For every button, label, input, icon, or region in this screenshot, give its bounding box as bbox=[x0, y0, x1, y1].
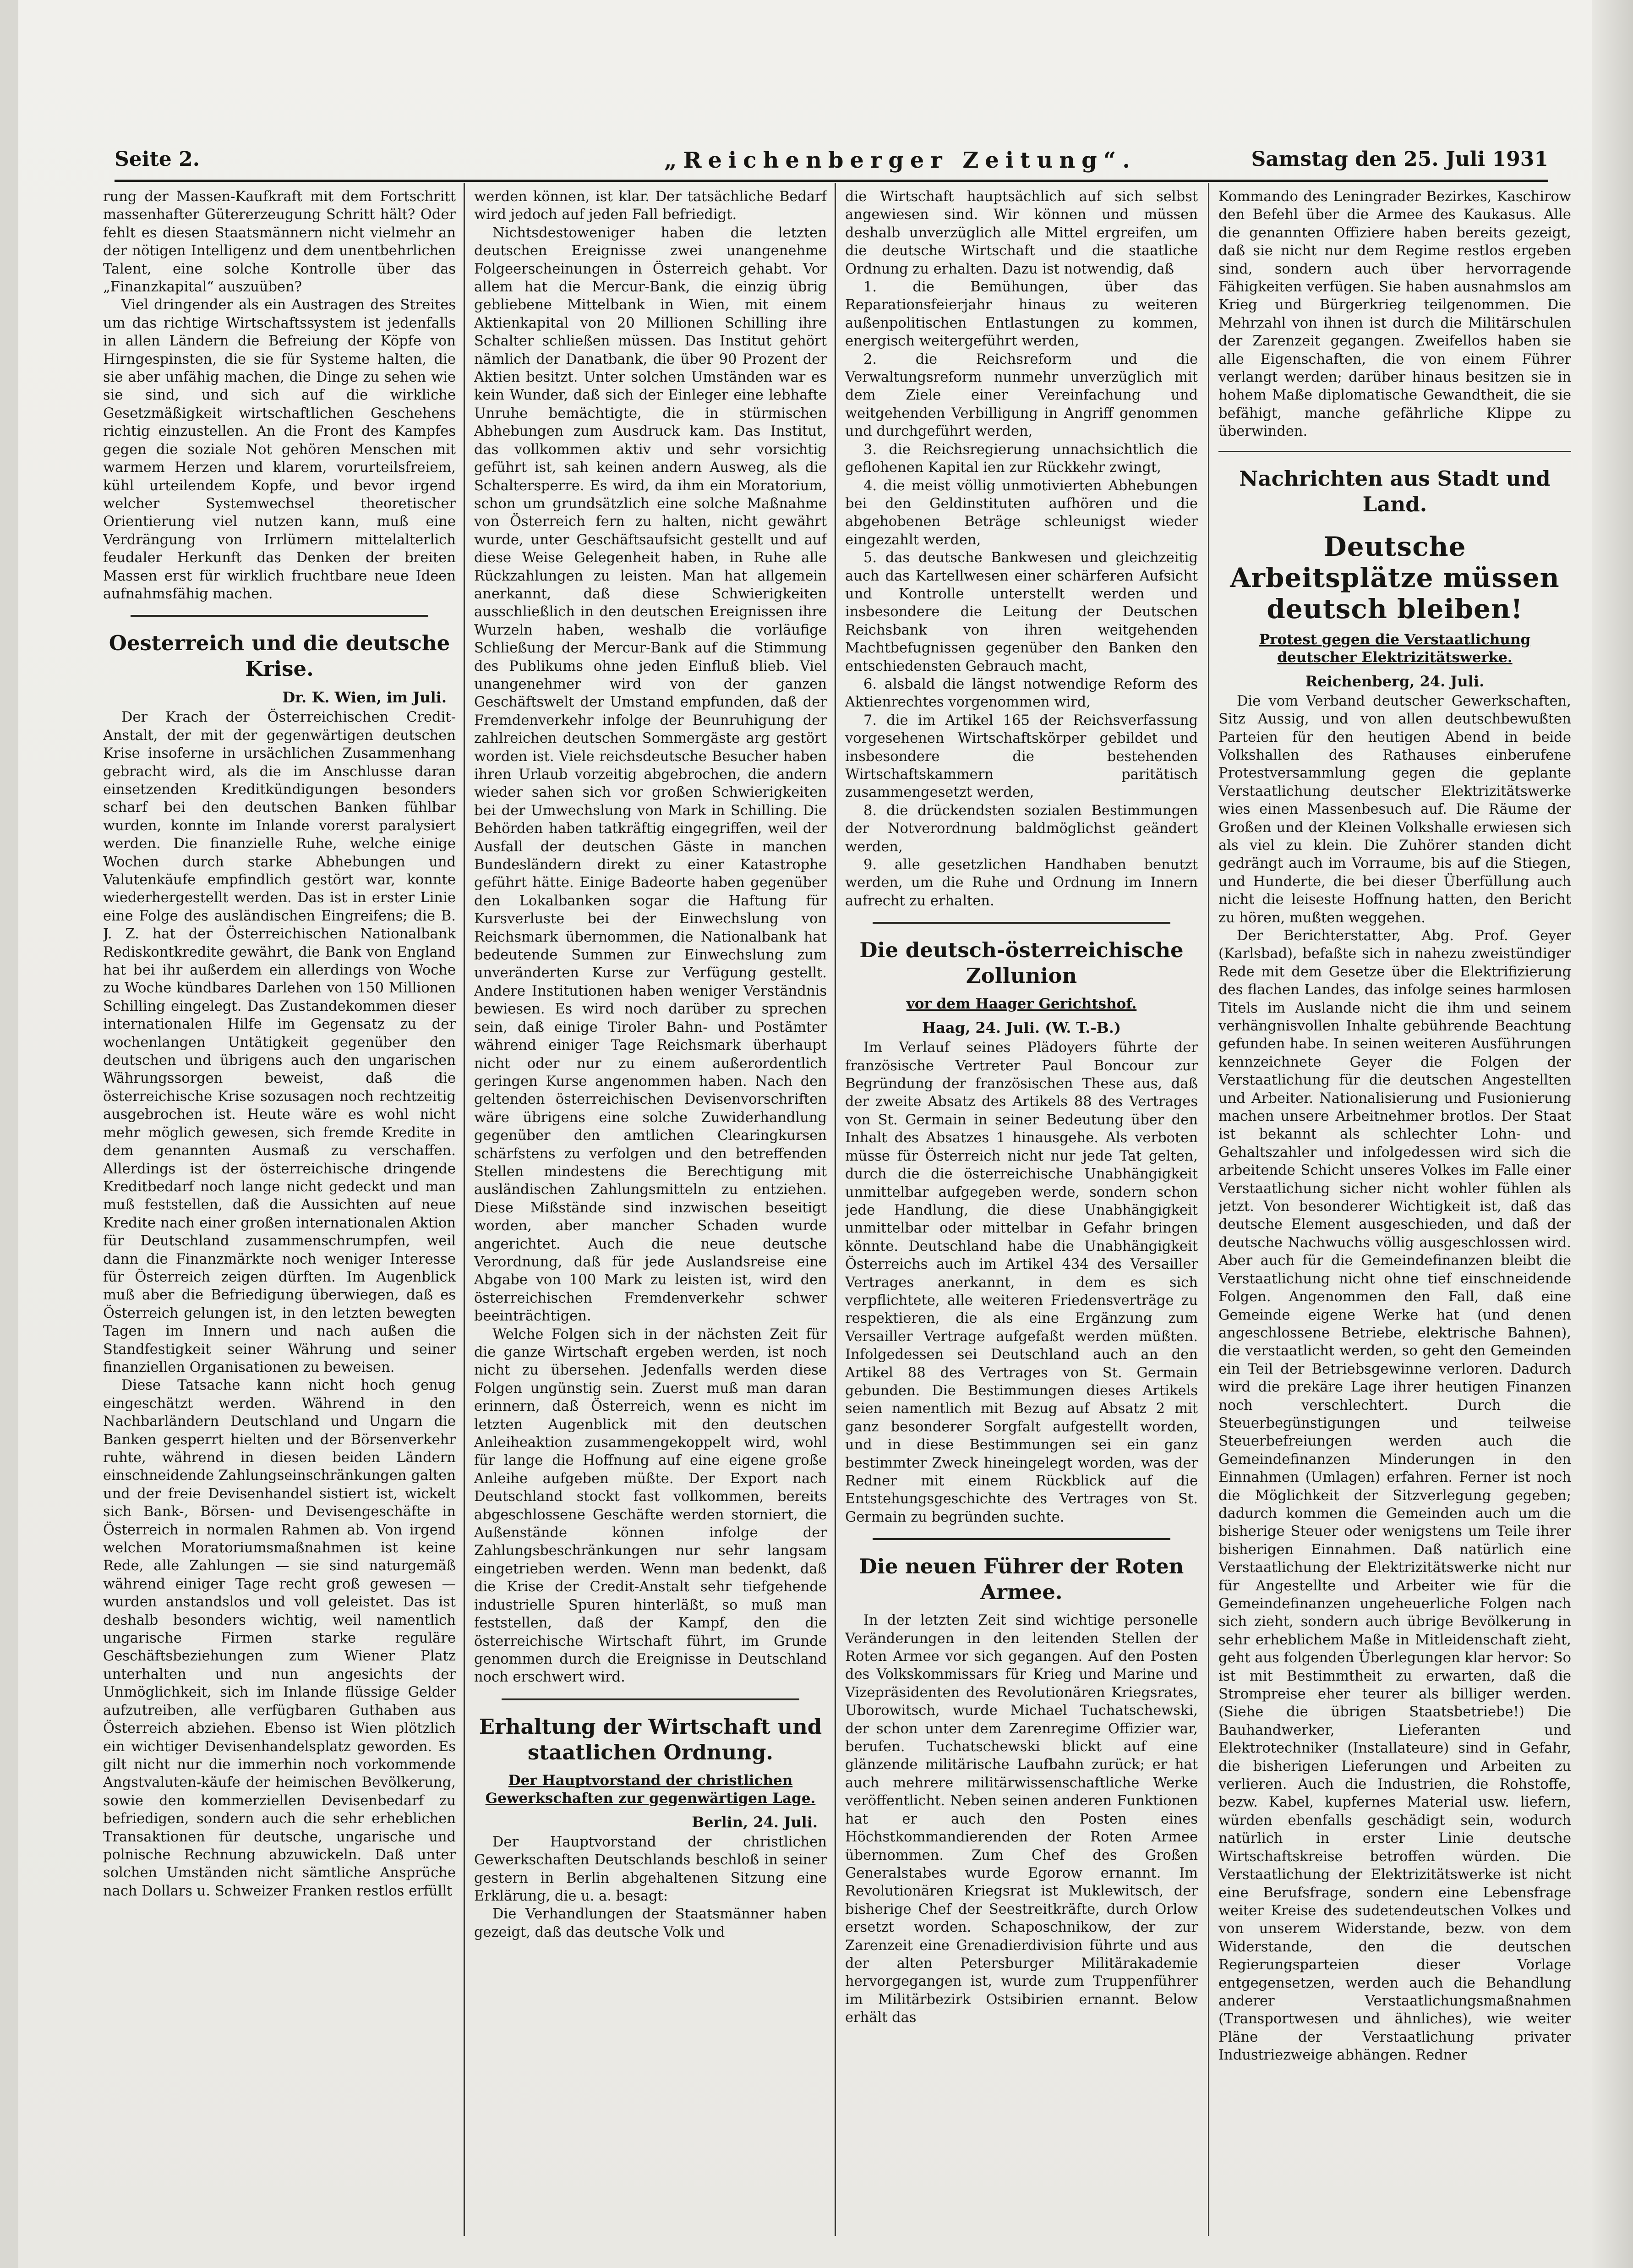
article-separator bbox=[873, 1538, 1170, 1540]
article-separator bbox=[502, 1698, 799, 1700]
column-4 bbox=[1218, 188, 1571, 2236]
paragraph: Der Berichterstatter, Abg. Prof. Geyer (Karlsbad), befaßte sich in nahezu zweistündiger Rede mit dem Gesetze über die Elektrifizierung des flachen Landes, das infolge seines harmlosen Titels im Auslande nicht die ihm und seinem verhängnisvollen Inhalte gebührende Beachtung gefunden habe. In seinen weiteren Ausführungen kennzeichnete Geyer die Folgen der Verstaatlichung für die deutschen Angestellten und Arbeiter. Nationalisierung und Fusionierung machen unsere Arbeitnehmer brotlos. Der Staat ist bekannt als schlechter Lohn- und Gehaltszahler und infolgedessen wird sich die arbeitende Schicht unseres Volkes im Falle einer Verstaatlichung sicher nicht wohler fühlen als jetzt. Von besonderer Wichtigkeit ist, daß das deutsche Element ausgeschieden, und daß der deutsche Nachwuchs völlig ausgeschlossen wird. Aber auch für die Gemeindefinanzen bleibt die Verstaatlichung nicht ohne tief einschneidende Folgen. Angenommen den Fall, daß eine Gemeinde eigene Werke hat (und denen angeschlossene Betriebe, elektrische Bahnen), die verstaatlicht werden, so geht den Gemeinden ein Teil der Betriebsgewinne verloren. Dadurch wird die prekäre Lage ihrer heutigen Finanzen noch verschlechtert. Durch die Steuerbegünstigungen und teilweise Steuerbefreiungen werden auch die Gemeindefinanzen Minderungen in den Einnahmen (Umlagen) erfahren. Ferner ist noch die Möglichkeit der Sitzverlegung gegeben; dadurch kommen die Gemeinden auch um die bisherige Steuer oder wenigstens um Teile ihrer bisherigen Einnahmen. Daß natürlich eine Verstaatlichung der Elektrizitätswerke nicht nur für Angestellte und Arbeiter wie für die Gemeindefinanzen ungeheuerliche Folgen nach sich zieht, sondern auch übrige Bevölkerung in sehr erheblichem Maße in Mitleidenschaft zieht, geht aus folgenden Überlegungen klar hervor: So ist mit Bestimmtheit zu erwarten, daß die Strompreise eher teurer als billiger werden. (Siehe die übrigen Staatsbetriebe!) Die Bauhandwerker, Lieferanten und Elektrotechniker (Installateure) sind in Gefahr, die bisherigen Lieferungen und Arbeiten zu verlieren. Auch die Industrien, die Rohstoffe, bezw. Kabel, kupfernes Material usw. liefern, würden ebenfalls geschädigt sein, wodurch natürlich in erster Linie deutsche Wirtschaftskreise betroffen würden. Die Verstaatlichung der Elektrizitätswerke ist nicht eine Berufsfrage, sondern eine Lebensfrage weiter Kreise des sudetendeutschen Volkes und von unserem Widerstande, bezw. von dem Widerstande, den die deutschen Regierungsparteien dieser Vorlage entgegensetzen, werden auch die Behandlung anderer Verstaatlichungsmaßnahmen (Transportwesen und ähnliches), wie weiter Pläne der Verstaatlichung privater Industriezweige abhängen. Redner bbox=[1218, 927, 1571, 2064]
dateline: Haag, 24. Juli. (W. T.-B.) bbox=[922, 1019, 1121, 1037]
column-rule bbox=[1208, 183, 1209, 2236]
article-title-oesterreich: Oesterreich und die deutsche Krise. bbox=[109, 631, 450, 681]
article-subtitle: Der Hauptvorstand der christlichen Gewerkschaften zur gegenwärtigen Lage. bbox=[485, 1772, 816, 1807]
paragraph: Der Hauptvorstand der christlichen Gewerkschaften Deutschlands beschloß in seiner gestern in Berlin abgehaltenen Sitzung eine Erklärung, die u. a. besagt: bbox=[474, 1834, 827, 1904]
list-item: 8. die drückendsten sozialen Bestimmungen der Notverordnung baldmöglichst geändert werden, bbox=[845, 802, 1198, 855]
paragraph: rung der Massen-Kaufkraft mit dem Fortschritt massenhafter Gütererzeugung Schritt hält? Oder fehlt es diesen Staatsmännern nicht vielmehr an der nötigen Intelligenz und dem unentbehrlichen Talent, eine solche Kontrolle über das „Finanzkapital“ auszuüben? bbox=[103, 189, 456, 296]
list-item: 7. die im Artikel 165 der Reichsverfassung vorgesehenen Wirtschaftskörper gebildet und insbesondere die bestehenden Wirtschaftskammern paritätisch zusammengesetzt werden, bbox=[845, 712, 1198, 801]
column-2 bbox=[474, 188, 827, 2236]
paragraph: Die vom Verband deutscher Gewerkschaften, Sitz Aussig, und von allen deutschbewußten Parteien für den heutigen Abend in beide Volkshallen des Rathauses einberufene Protestversammlung gegen die geplante Verstaatlichung deutscher Elektrizitätswerke wies einen Massenbesuch auf. Die Räume der Großen und der Kleinen Volkshalle erwiesen sich als viel zu klein. Die Zuhörer standen dicht gedrängt auch im Vorraume, bis auf die Stiegen, und Hunderte, die bei dieser Überfüllung auch nicht die leiseste Hoffnung hatten, den Bericht zu hören, mußten weggehen. bbox=[1218, 693, 1571, 926]
column-rule bbox=[464, 183, 465, 2236]
paragraph: Nichtsdestoweniger haben die letzten deutschen Ereignisse zwei unangenehme Folgeerscheinungen in Österreich gehabt. Vor allem hat die Mercur-Bank, die einzig übrig gebliebene Mittelbank in Wien, mit einem Aktienkapital von 20 Millionen Schilling ihre Schalter schließen müssen. Das Institut gehört nämlich der Danatbank, die über 90 Prozent der Aktien besitzt. Unter solchen Umständen war es kein Wunder, daß sich der Einleger eine lebhafte Unruhe bemächtigte, die in stürmischen Abhebungen zum Ausdruck kam. Das Institut, das vollkommen aktiv und sehr vorsichtig geführt ist, sah keinen andern Ausweg, als die Schaltersperre. Es wird, da ihm ein Moratorium, schon um grundsätzlich eine solche Maßnahme von Österreich fern zu halten, nicht gewährt wurde, unter Geschäftsaufsicht gestellt und auf diese Weise Gelegenheit haben, in Ruhe alle Rückzahlungen zu leisten. Man hat allgemein anerkannt, daß diese Schwierigkeiten ausschließlich in den deutschen Ereignissen ihre Wurzeln haben, weshalb die vorläufige Schließung der Mercur-Bank auf die Stimmung des Publikums ohne jeden Einfluß blieb. Viel unangenehmer wird von der ganzen Geschäftswelt der Umstand empfunden, daß der Fremdenverkehr infolge der Beunruhigung der zahlreichen deutschen Sommergäste arg gestört worden ist. Viele reichsdeutsche Besucher haben ihren Urlaub vorzeitig abgebrochen, die andern wieder sahen sich vor großen Schwierigkeiten bei der Umwechslung von Mark in Schilling. Die Behörden haben tatkräftig eingegriffen, weil der Ausfall der deutschen Gäste in manchen Bundesländern direkt zu einer Katastrophe geführt hätte. Einige Badeorte haben gegenüber den Lokalbanken sogar die Haftung für Kursverluste bei der Einwechslung von Reichsmark übernommen, die Nationalbank hat bedeutende Summen zur Einwechslung zum unveränderten Kurse zur Verfügung gestellt. Andere Institutionen haben weniger Verständnis bewiesen. Es wird noch darüber zu sprechen sein, daß einige Tiroler Bahn- und Postämter während einiger Tage Reichsmark überhaupt nicht oder nur zu einem außerordentlich geringen Kurse angenommen haben. Nach den geltenden österreichischen Devisenvorschriften wäre übrigens eine solche Zuwiderhandlung gegenüber den amtlichen Clearingkursen schärfstens zu verfolgen und den betreffenden Stellen mindestens die Berechtigung mit ausländischen Zahlungsmitteln zu entziehen. Diese Mißstände sind inzwischen beseitigt worden, aber mancher Schaden wurde angerichtet. Auch die neue deutsche Verordnung, daß für jede Auslandsreise eine Abgabe von 100 Mark zu leisten ist, wird den österreichischen Fremdenverkehr schwer beeinträchtigen. bbox=[474, 225, 827, 1325]
list-item: 6. alsbald die längst notwendige Reform des Aktienrechtes vorgenommen wird, bbox=[845, 676, 1198, 711]
paragraph: Im Verlauf seines Plädoyers führte der französische Vertreter Paul Boncour zur Begründung der französischen These aus, daß der zweite Absatz des Artikels 88 des Vertrages von St. Germain in seiner Bedeutung über den Inhalt des Absatzes 1 hinausgehe. Als verboten müsse für Österreich nicht nur jede Tat gelten, durch die die österreichische Unabhängigkeit unmittelbar aufgegeben werde, sondern schon jede Handlung, die diese Unabhängigkeit unmittelbar oder mittelbar in Gefahr bringen könnte. Deutschland habe die Unabhängigkeit Österreichs auch im Artikel 434 des Versailler Vertrages anerkannt, in dem es sich verpflichtete, alle weiteren Friedensverträge zu respektieren, die als eine Ergänzung zum Versailler Vertrage aufgefaßt werden müßten. Infolgedessen sei Deutschland auch an den Artikel 88 des Vertrages von St. Germain gebunden. Die Bestimmungen dieses Artikels seien namentlich mit Bezug auf Absatz 2 mit ganz besonderer Sorgfalt aufgestellt worden, und in diese Bestimmungen sei ein ganz bestimmter Zweck hineingelegt worden, was der Redner mit einem Rückblick auf die Entstehungsgeschichte des Vertrages von St. Germain zu begründen suchte. bbox=[845, 1040, 1198, 1525]
column-3 bbox=[845, 188, 1198, 2236]
scan-edge-left bbox=[0, 0, 18, 2268]
dateline: Reichenberg, 24. Juli. bbox=[1305, 672, 1485, 690]
list-item: 9. alle gesetzlichen Handhaben benutzt werden, um die Ruhe und Ordnung im Innern aufrecht zu erhalten. bbox=[845, 857, 1198, 909]
page-label: Seite 2. bbox=[115, 148, 200, 171]
page-header bbox=[115, 143, 1548, 180]
paragraph: Viel dringender als ein Austragen des Streites um das richtige Wirtschaftssystem ist jedenfalls in allen Ländern die Befreiung der Köpfe von Hirngespinsten, die sie für Systeme halten, die sie aber unfähig machen, die Dinge zu sehen wie sie sind, und sich auf die wirkliche Gesetzmäßigkeit wirtschaftlichen Geschehens richtig einzustellen. An die Front des Kampfes gegen die soziale Not gehören Menschen mit warmem Herzen und klarem, vorurteilsfreiem, kühl urteilendem Kopfe, und bevor irgend welcher Systemwechsel theoretischer Orientierung viel nutzen kann, muß eine Verdrängung von Irrlümern mittelalterlich feudaler Herkunft das Denken der breiten Massen erst für wirklich fruchtbare neue Ideen aufnahmsfähig machen. bbox=[103, 297, 456, 602]
article-title-rote-armee: Die neuen Führer der Roten Armee. bbox=[859, 1554, 1184, 1605]
paragraph: Der Krach der Österreichischen Credit-Anstalt, der mit der gegenwärtigen deutschen Krise insoferne in ursächlichen Zusammenhang gebracht wird, als die im Anschlusse daran einsetzenden Kreditkündigungen besonders scharf bei den deutschen Banken fühlbar wurden, konnte im Inlande vorerst paralysiert werden. Die finanzielle Ruhe, welche einige Wochen durch starke Abhebungen und Valutenkäufe empfindlich gestört war, konnte wiederhergestellt werden. Das ist in erster Linie eine Folge des ausländischen Eingreifens; die B. J. Z. hat der Österreichischen Nationalbank Rediskontkredite gewährt, die Bank von England hat bei ihr außerdem ein allerdings von Woche zu Woche kündbares Darlehen von 150 Millionen Schilling eingelegt. Das Zustandekommen dieser internationalen Hilfe im Gegensatz zu der wochenlangen Untätigkeit gegenüber den deutschen und übrigens auch den ungarischen Währungssorgen beweist, daß die österreichische Krise sozusagen noch rechtzeitig ausgebrochen ist. Heute wäre es wohl nicht mehr möglich gewesen, sich fremde Kredite in dem genannten Ausmaß zu verschaffen. Allerdings ist der österreichische dringende Kreditbedarf noch lange nicht gedeckt und man muß feststellen, daß die Aussichten auf neue Kredite nach einer großen internationalen Aktion für Deutschland zusammenschrumpfen, weil dann die Finanzmärkte noch weniger Interesse für Österreich zeigen dürften. Im Augenblick muß aber die Befriedigung überwiegen, daß es Österreich gelungen ist, in den letzten bewegten Tagen im Innern und nach außen die Standfestigkeit seiner Währung und seiner finanziellen Organisationen zu beweisen. bbox=[103, 709, 456, 1375]
issue-date: Samstag den 25. Juli 1931 bbox=[1251, 148, 1548, 171]
paragraph: Welche Folgen sich in der nächsten Zeit für die ganze Wirtschaft ergeben werden, ist noch nicht zu übersehen. Jedenfalls werden diese Folgen ungünstig sein. Zuerst muß man daran erinnern, daß Österreich, wenn es nicht im letzten Augenblick mit den deutschen Anleiheaktion zusammengekoppelt wird, wohl für lange die Hoffnung auf eine eigene große Anleihe aufgeben müßte. Der Export nach Deutschland stockt fast vollkommen, bereits abgeschlossene Geschäfte werden storniert, die Außenstände können infolge der Zahlungsbeschränkungen nur sehr langsam eingetrieben werden. Wenn man bedenkt, daß die Krise der Credit-Anstalt sehr tiefgehende industrielle Spuren hinterläßt, so muß man feststellen, daß der Kampf, den die österreichische Wirtschaft führt, im Grunde genommen durch die Ereignisse in Deutschland noch erschwert wird. bbox=[474, 1326, 827, 1686]
column-rule bbox=[835, 183, 836, 2236]
dateline: Dr. K. Wien, im Juli. bbox=[282, 689, 447, 707]
article-separator bbox=[873, 922, 1170, 924]
paragraph: werden können, ist klar. Der tatsächliche Bedarf wird jedoch auf jeden Fall befriedigt. bbox=[474, 189, 827, 223]
article-separator bbox=[1218, 451, 1571, 452]
newspaper-title: „Reichenberger Zeitung“. bbox=[664, 148, 1136, 173]
header-rule bbox=[115, 180, 1548, 182]
paragraph: In der letzten Zeit sind wichtige personelle Veränderungen in den leitenden Stellen der Roten Armee vor sich gegangen. Auf den Posten des Volkskommissars für Krieg und Marine und Vizepräsidenten des Revolutionären Kriegsrates, Uborowitsch, wurde Michael Tuchatschewski, der schon unter dem Zarenregime Offizier war, berufen. Tuchatschewski blickt auf eine glänzende militärische Laufbahn zurück; er hat auch mehrere militärwissenschaftliche Werke veröffentlicht. Neben seinen anderen Funktionen hat er auch den Posten eines Höchstkommandierenden der Roten Armee übernommen. Zum Chef des Großen Generalstabes wurde Egorow ernannt. Im Revolutionären Kriegsrat ist Muklewitsch, der bisherige Chef der Seestreitkräfte, durch Orlow ersetzt worden. Schaposchnikow, der zur Zarenzeit eine Grenadierdivision führte und aus der alten Petersburger Militärakademie hervorgegangen ist, wurde zum Truppenführer im Militärbezirk Ostsibirien ernannt. Below erhält das bbox=[845, 1612, 1198, 2026]
paragraph: die Wirtschaft hauptsächlich auf sich selbst angewiesen sind. Wir können und müssen deshalb unverzüglich alle Mittel ergreifen, um die deutsche Wirtschaft und die staatliche Ordnung zu erhalten. Dazu ist notwendig, daß bbox=[845, 189, 1198, 277]
article-title-arbeitsplaetze: Deutsche Arbeitsplätze müssen deutsch bleiben! bbox=[1230, 531, 1560, 625]
article-separator bbox=[131, 615, 428, 617]
article-subtitle: vor dem Haager Gerichtshof. bbox=[906, 996, 1137, 1013]
dateline: Berlin, 24. Juli. bbox=[692, 1813, 818, 1831]
article-title-zollunion: Die deutsch-österreichische Zollunion bbox=[859, 938, 1184, 988]
list-item: 3. die Reichsregierung unnachsichtlich die geflohenen Kapital ien zur Rückkehr zwingt, bbox=[845, 441, 1198, 476]
paragraph: Kommando des Leningrader Bezirkes, Kaschirow den Befehl über die Armee des Kaukasus. Alle die genannten Offiziere haben bereits gezeigt, daß sie nicht nur dem Regime restlos ergeben sind, sondern auch über hervorragende Fähigkeiten verfügen. Sie haben ausnahmslos am Krieg und Bürgerkrieg teilgenommen. Die Mehrzahl von ihnen ist durch die Militärschulen der Zarenzeit gegangen. Zweifellos haben sie alle Eigenschaften, die von einem Führer verlangt werden; darüber hinaus besitzen sie in hohem Maße diplomatische Gewandtheit, die sie befähigt, manche gefährliche Klippe zu überwinden. bbox=[1218, 189, 1571, 440]
list-item: 1. die Bemühungen, über das Reparationsfeierjahr hinaus zu weiteren außenpolitischen Entlastungen zu kommen, energisch weitergeführt werden, bbox=[845, 279, 1198, 350]
column-1 bbox=[103, 188, 456, 2236]
paragraph: Diese Tatsache kann nicht hoch genug eingeschätzt werden. Während in den Nachbarländern Deutschland und Ungarn die Banken gesperrt hielten und der Börsenverkehr ruhte, während in diesen beiden Ländern einschneidende Zahlungseinschränkungen galten und der freie Devisenhandel sistiert ist, wickelt sich Bank-, Börsen- und Devisengeschäfte in Österreich in normalen Rahmen ab. Von irgend welchen Moratoriumsmaßnahmen ist keine Rede, alle Zahlungen — sie sind naturgemäß während einiger Tage recht groß gewesen — wurden anstandslos und voll geleistet. Das ist deshalb besonders wichtig, weil namentlich ungarische Firmen starke reguläre Geschäftsbeziehungen zum Wiener Platz unterhalten und nun angesichts der Unmöglichkeit, sich im Inlande flüssige Gelder aufzutreiben, alle verfügbaren Guthaben aus Österreich abziehen. Ebenso ist Wien plötzlich ein wichtiger Devisenhandelsplatz geworden. Es gilt nicht nur die immerhin noch vorkommende Angstvaluten-käufe der heimischen Bevölkerung, sowie den kommerziellen Devisenbedarf zu befriedigen, sondern auch die sehr erheblichen Transaktionen für deutsche, ungarische und polnische Rechnung abzuwickeln. Daß unter solchen Umständen nicht sämtliche Ansprüche nach Dollars u. Schweizer Franken restlos erfüllt bbox=[103, 1377, 456, 1899]
article-title-erhaltung: Erhaltung der Wirtschaft und staatlichen Ordnung. bbox=[479, 1714, 822, 1764]
list-item: 2. die Reichsreform und die Verwaltungsreform nunmehr unverzüglich mit dem Ziele einer Vereinfachung und weitgehenden Verbilligung in Angriff genommen und durchgeführt werden, bbox=[845, 351, 1198, 440]
list-item: 5. das deutsche Bankwesen und gleichzeitig auch das Kartellwesen einer schärferen Aufsicht und Kontrolle unterstellt werden und insbesondere die Leitung der Deutschen Reichsbank von ihren weitgehenden Machtbefugnissen gegenüber den Banken den entschiedensten Gebrauch macht, bbox=[845, 550, 1198, 674]
scan-edge-right bbox=[1592, 0, 1633, 2268]
article-subtitle: Protest gegen die Verstaatlichung deutscher Elektrizitätswerke. bbox=[1259, 631, 1531, 666]
list-item: 4. die meist völlig unmotivierten Abhebungen bei den Geldinstituten aufhören und die abgehobenen Beträge schleunigst wieder eingezahlt werden, bbox=[845, 477, 1198, 548]
paragraph: Die Verhandlungen der Staatsmänner haben gezeigt, daß das deutsche Volk und bbox=[474, 1906, 827, 1940]
section-title: Nachrichten aus Stadt und Land. bbox=[1239, 466, 1551, 516]
